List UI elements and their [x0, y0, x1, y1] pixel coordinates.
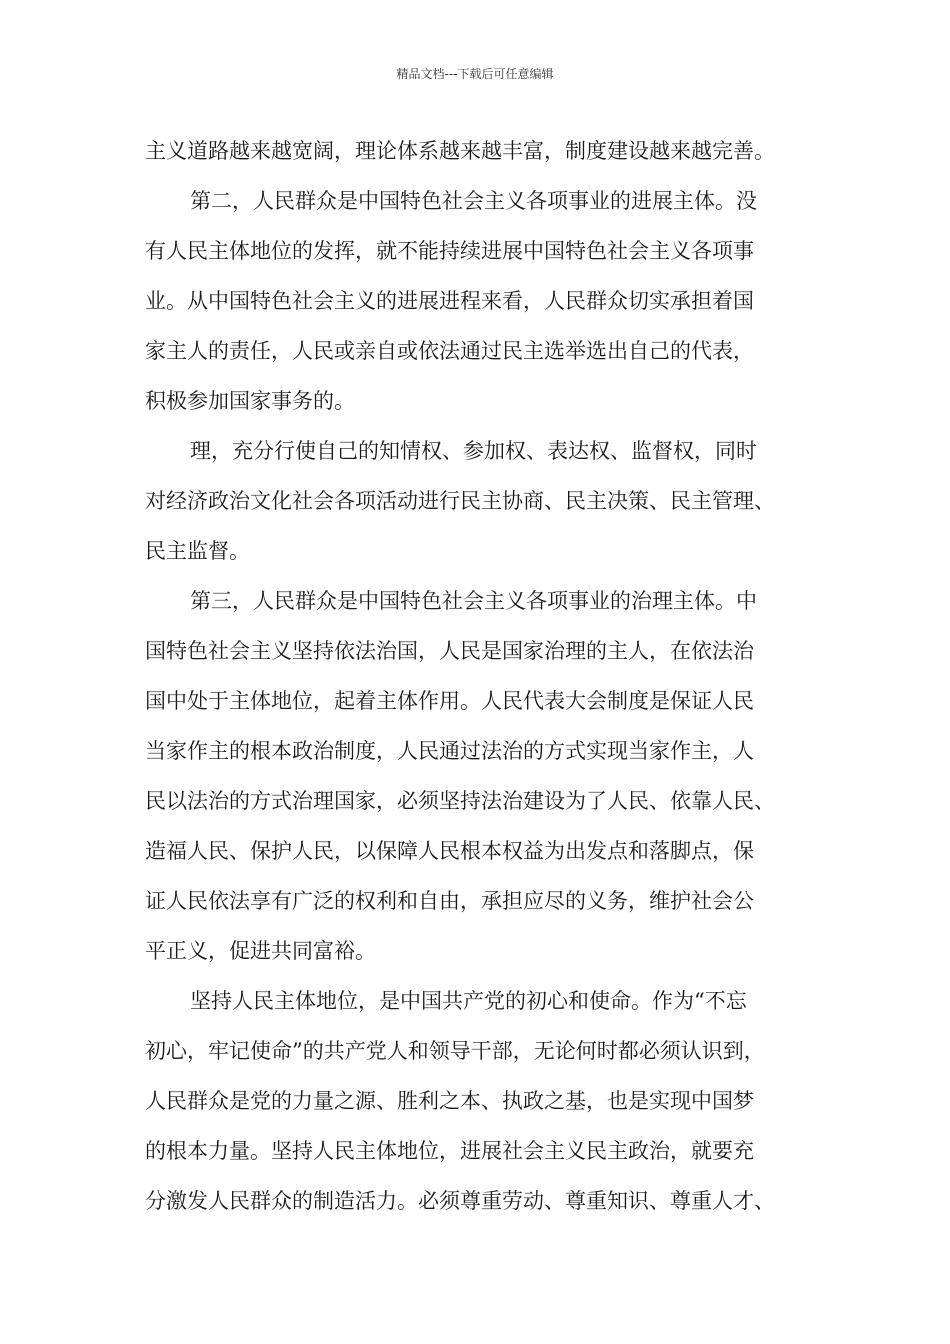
- text-line: 国特色社会主义坚持依法治国，人民是国家治理的主人，在依法治: [145, 639, 754, 663]
- text-line: 民主监督。: [145, 539, 250, 563]
- text-line: 理，充分行使自己的知情权、参加权、表达权、监督权，同时: [190, 439, 757, 463]
- text-line: 国中处于主体地位，起着主体作用。人民代表大会制度是保证人民: [145, 689, 754, 713]
- text-line: 分激发人民群众的制造活力。必须尊重劳动、尊重知识、尊重人才、: [145, 1189, 775, 1213]
- text-line: 第二，人民群众是中国特色社会主义各项事业的进展主体。没: [190, 189, 757, 213]
- text-line: 当家作主的根本政治制度，人民通过法治的方式实现当家作主，人: [145, 739, 754, 763]
- text-line: 有人民主体地位的发挥，就不能持续进展中国特色社会主义各项事: [145, 239, 754, 263]
- document-body: [145, 126, 825, 1226]
- text-line: 造福人民、保护人民，以保障人民根本权益为出发点和落脚点，保: [145, 839, 754, 863]
- text-line: 积极参加国家事务的。: [145, 389, 355, 413]
- text-line: 的根本力量。坚持人民主体地位，进展社会主义民主政治，就要充: [145, 1139, 754, 1163]
- text-line: 主义道路越来越宽阔，理论体系越来越丰富，制度建设越来越完善。: [145, 139, 775, 163]
- text-line: 业。从中国特色社会主义的进展进程来看，人民群众切实承担着国: [145, 289, 754, 313]
- text-line: 初心，牢记使命”的共产党人和领导干部，无论何时都必须认识到，: [145, 1039, 765, 1063]
- text-line: 平正义，促进共同富裕。: [145, 939, 376, 963]
- text-line: 证人民依法享有广泛的权利和自由，承担应尽的义务，维护社会公: [145, 889, 754, 913]
- page-header: 精品文档---下载后可任意编辑: [396, 67, 554, 81]
- text-line: 第三，人民群众是中国特色社会主义各项事业的治理主体。中: [190, 589, 757, 613]
- text-line: 家主人的责任，人民或亲自或依法通过民主选举选出自己的代表，: [145, 339, 754, 363]
- text-line: 坚持人民主体地位，是中国共产党的初心和使命。作为“不忘: [190, 989, 747, 1013]
- text-line: 民以法治的方式治理国家，必须坚持法治建设为了人民、依靠人民、: [145, 789, 775, 813]
- text-line: 对经济政治文化社会各项活动进行民主协商、民主决策、民主管理、: [145, 489, 775, 513]
- text-line: 人民群众是党的力量之源、胜利之本、执政之基，也是实现中国梦: [145, 1089, 754, 1113]
